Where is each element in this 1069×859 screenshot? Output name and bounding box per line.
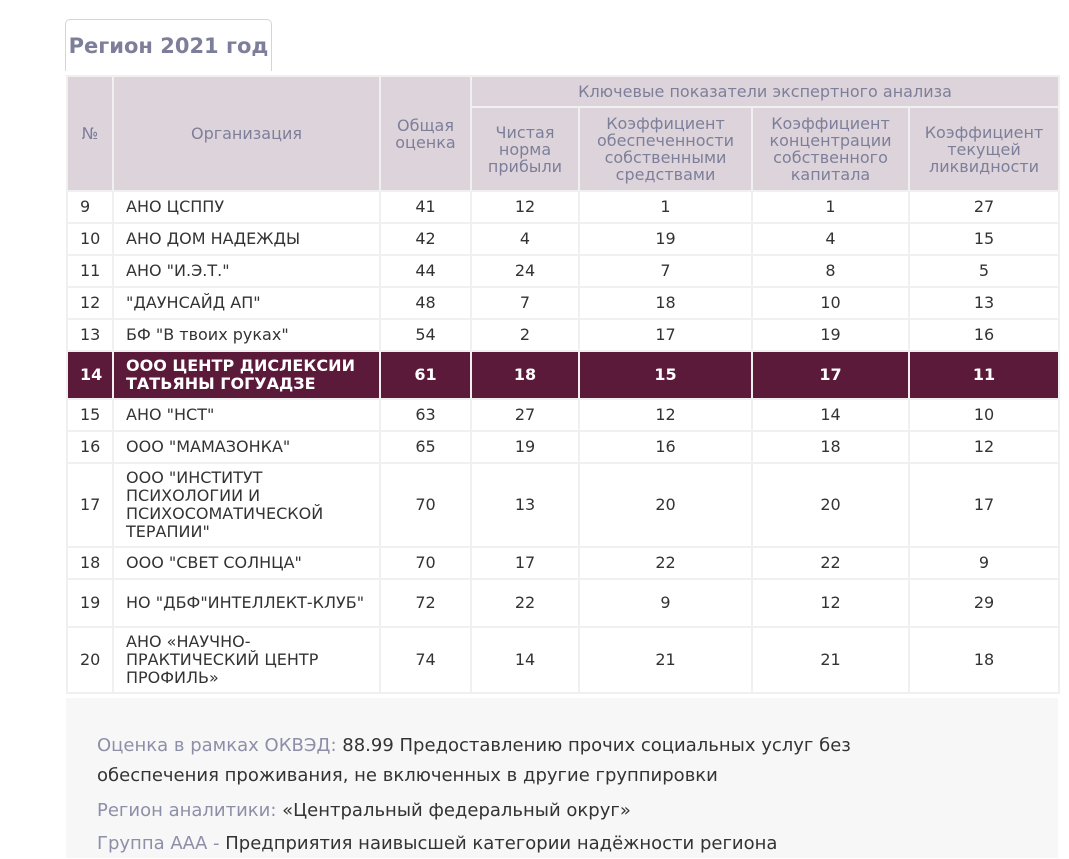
cell-k4: 13: [910, 288, 1058, 318]
table-row: [68, 192, 1058, 222]
region-value: «Центральный федеральный округ»: [282, 800, 631, 821]
table-row: [68, 224, 1058, 254]
cell-k3: 20: [753, 464, 908, 546]
group-line: [97, 829, 957, 859]
header-net-profit-margin: Чистая норма прибыли: [472, 108, 578, 190]
cell-num: 19: [68, 580, 112, 626]
header-key-indicators: Ключевые показатели экспертного анализа: [472, 77, 1058, 106]
cell-k4: 5: [910, 256, 1058, 286]
cell-k1: 14: [472, 628, 578, 692]
cell-num: 16: [68, 432, 112, 462]
cell-k1: 13: [472, 464, 578, 546]
cell-k3: 21: [753, 628, 908, 692]
okved-value: 88.99 Предоставлению прочих социальных услуг без обеспечения проживания, не включенных в другие группировки: [97, 735, 851, 786]
cell-organization: ООО "СВЕТ СОЛНЦА": [114, 548, 379, 578]
cell-num: 15: [68, 400, 112, 430]
cell-k2: 16: [580, 432, 751, 462]
cell-k3: 12: [753, 580, 908, 626]
cell-k1: 24: [472, 256, 578, 286]
cell-k3: 1: [753, 192, 908, 222]
header-capital-concentration: Коэффициент концентрации собственного капитала: [753, 108, 908, 190]
cell-k3: 22: [753, 548, 908, 578]
cell-k4: 9: [910, 548, 1058, 578]
okved-line: [97, 731, 957, 791]
group-label: Группа ААА -: [97, 833, 220, 854]
cell-k3: 19: [753, 320, 908, 350]
okved-label: Оценка в рамках ОКВЭД:: [97, 735, 337, 756]
cell-num: 10: [68, 224, 112, 254]
cell-score: 54: [381, 320, 470, 350]
cell-k4: 12: [910, 432, 1058, 462]
cell-k1: 12: [472, 192, 578, 222]
cell-k4: 16: [910, 320, 1058, 350]
cell-k4: 10: [910, 400, 1058, 430]
info-panel: [66, 698, 1058, 858]
cell-score: 74: [381, 628, 470, 692]
cell-k3: 18: [753, 432, 908, 462]
cell-k4: 11: [910, 352, 1058, 398]
cell-score: 41: [381, 192, 470, 222]
cell-organization: ООО ЦЕНТР ДИСЛЕКСИИ ТАТЬЯНЫ ГОГУАДЗЕ: [114, 352, 379, 398]
cell-k1: 27: [472, 400, 578, 430]
cell-k2: 12: [580, 400, 751, 430]
table-row: [68, 628, 1058, 692]
cell-k2: 22: [580, 548, 751, 578]
cell-k1: 17: [472, 548, 578, 578]
header-num: №: [68, 77, 112, 190]
cell-score: 44: [381, 256, 470, 286]
cell-k4: 15: [910, 224, 1058, 254]
table-row: [68, 320, 1058, 350]
cell-score: 65: [381, 432, 470, 462]
cell-organization: АНО «НАУЧНО-ПРАКТИЧЕСКИЙ ЦЕНТР ПРОФИЛЬ»: [114, 628, 379, 692]
table-row: [68, 256, 1058, 286]
cell-organization: БФ "В твоих руках": [114, 320, 379, 350]
header-organization: Организация: [114, 77, 379, 190]
cell-score: 63: [381, 400, 470, 430]
cell-k2: 21: [580, 628, 751, 692]
cell-num: 9: [68, 192, 112, 222]
cell-num: 11: [68, 256, 112, 286]
cell-organization: АНО "НСТ": [114, 400, 379, 430]
table-row: [68, 400, 1058, 430]
cell-score: 72: [381, 580, 470, 626]
cell-num: 20: [68, 628, 112, 692]
cell-k2: 9: [580, 580, 751, 626]
cell-organization: ООО "ИНСТИТУТ ПСИХОЛОГИИ И ПСИХОСОМАТИЧЕСКОЙ ТЕРАПИИ": [114, 464, 379, 546]
cell-k4: 27: [910, 192, 1058, 222]
table-row: [68, 580, 1058, 626]
tab-region-2021[interactable]: Регион 2021 год: [65, 19, 272, 71]
cell-k2: 18: [580, 288, 751, 318]
cell-num: 13: [68, 320, 112, 350]
cell-k2: 19: [580, 224, 751, 254]
cell-k2: 7: [580, 256, 751, 286]
table-row: [68, 288, 1058, 318]
cell-k4: 18: [910, 628, 1058, 692]
cell-k1: 19: [472, 432, 578, 462]
header-equity-ratio: Коэффициент обеспеченности собственными средствами: [580, 108, 751, 190]
table-row: [68, 464, 1058, 546]
cell-organization: АНО ДОМ НАДЕЖДЫ: [114, 224, 379, 254]
rating-table: [66, 75, 1060, 694]
cell-score: 61: [381, 352, 470, 398]
cell-k3: 17: [753, 352, 908, 398]
cell-organization: АНО "И.Э.Т.": [114, 256, 379, 286]
cell-k3: 4: [753, 224, 908, 254]
cell-score: 70: [381, 464, 470, 546]
header-total-score: Общая оценка: [381, 77, 470, 190]
region-line: [97, 796, 957, 826]
cell-organization: "ДАУНСАЙД АП": [114, 288, 379, 318]
cell-k4: 17: [910, 464, 1058, 546]
header-current-liquidity: Коэффициент текущей ликвидности: [910, 108, 1058, 190]
cell-k2: 17: [580, 320, 751, 350]
cell-score: 42: [381, 224, 470, 254]
cell-num: 17: [68, 464, 112, 546]
cell-k1: 2: [472, 320, 578, 350]
cell-k3: 8: [753, 256, 908, 286]
cell-k1: 7: [472, 288, 578, 318]
cell-num: 18: [68, 548, 112, 578]
cell-k3: 10: [753, 288, 908, 318]
cell-k1: 4: [472, 224, 578, 254]
cell-k2: 20: [580, 464, 751, 546]
cell-k1: 22: [472, 580, 578, 626]
cell-k2: 15: [580, 352, 751, 398]
cell-score: 70: [381, 548, 470, 578]
cell-k3: 14: [753, 400, 908, 430]
cell-organization: НО "ДБФ"ИНТЕЛЛЕКТ-КЛУБ": [114, 580, 379, 626]
cell-k4: 29: [910, 580, 1058, 626]
table-row: [68, 548, 1058, 578]
region-label: Регион аналитики:: [97, 800, 277, 821]
cell-num: 12: [68, 288, 112, 318]
cell-score: 48: [381, 288, 470, 318]
group-value: Предприятия наивысшей категории надёжности региона: [225, 833, 778, 854]
table-row: [68, 432, 1058, 462]
cell-organization: ООО "МАМАЗОНКА": [114, 432, 379, 462]
cell-k1: 18: [472, 352, 578, 398]
cell-num: 14: [68, 352, 112, 398]
cell-k2: 1: [580, 192, 751, 222]
cell-organization: АНО ЦСППУ: [114, 192, 379, 222]
table-row-highlighted: [68, 352, 1058, 398]
